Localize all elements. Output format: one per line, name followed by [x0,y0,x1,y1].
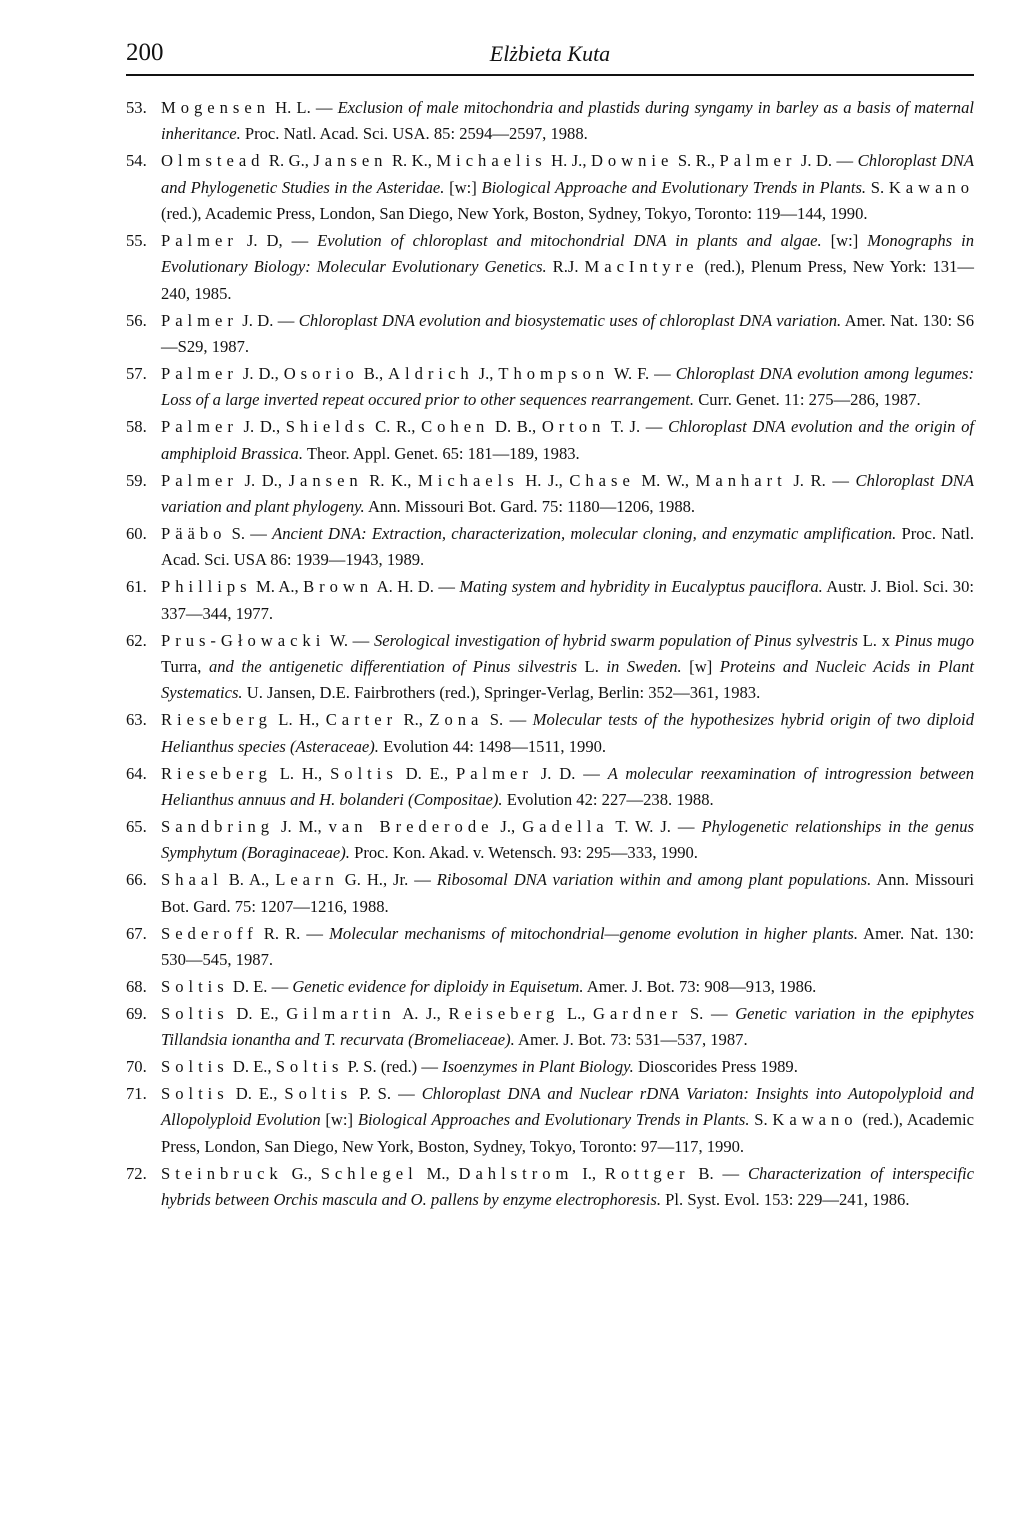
reference-text: P. S. — [352,1084,422,1104]
reference-number: 59. [126,470,147,490]
reference-number: 58. [126,417,147,437]
author-name: Kawano [772,1110,858,1130]
author-name: Aldrich [388,364,474,384]
reference-item [126,308,974,361]
author-name: van Brederode [328,816,494,836]
reference-title: Chloroplast DNA and Nuclear rDNA Variaton: Insights into Autopolyploid and Allopolyploid Evolution [161,1084,974,1130]
reference-text: H. J., [518,470,570,490]
reference-text: W. F. — [609,364,676,384]
reference-number: 65. [126,816,147,836]
reference-number: 68. [126,976,147,996]
author-name: Palmer [161,310,238,330]
author-name: Osorio [283,364,359,384]
reference-text: Proc. Natl. Acad. Sci. USA. 85: 2594—2597, 1988. [240,124,588,144]
reference-item [126,707,974,760]
reference-text: [w] [681,657,720,677]
author-name: Soltis [161,976,229,996]
reference-text: [w:] [444,177,482,197]
reference-text: Evolution 44: 1498—1511, 1990. [378,736,607,756]
reference-list [126,95,974,1214]
reference-title: Isoenzymes in Plant Biology. [442,1057,634,1077]
reference-title: Ancient DNA: Extraction, characterization, molecular cloning, and enzymatic amplification. [272,524,897,543]
reference-item [126,148,974,227]
author-name: Gadella [522,816,609,836]
author-name: Gardner [593,1003,683,1023]
reference-text: B. — [689,1163,748,1183]
reference-text: S. [749,1110,773,1130]
reference-title: Pinus mugo [894,630,974,650]
author-name: Orton [541,417,606,437]
author-name: Pääbo [161,524,227,543]
reference-title: Characterization of interspecific hybrids between Orchis mascula and O. pallens by enzyme electrophoresis. [161,1163,974,1210]
reference-text: J. D., [237,470,289,490]
reference-title: Biological Approache and Evolutionary Trends in Plants. [481,177,867,197]
author-name: Soltis [161,1084,229,1104]
reference-item [126,361,974,414]
reference-number: 53. [126,98,147,117]
reference-title: Mating system and hybridity in Eucalyptus pauciflora. [459,577,823,597]
author-name: Cohen [421,417,490,437]
reference-text: R. K., [362,470,418,490]
reference-text: B. A., [222,870,276,890]
reference-text: (red.), Plenum Press, New York: 131—240, 1985. [161,257,974,303]
author-name: Zona [429,710,484,730]
reference-text: A. J., [395,1003,449,1023]
reference-text: G., [282,1163,321,1183]
reference-title: Serological investigation of hybrid swarm population of Pinus sylvestris [373,630,858,650]
reference-number: 61. [126,577,147,597]
author-name: Soltis [161,1003,229,1023]
reference-item [126,1001,974,1054]
reference-title: A molecular reexamination of introgression between Helianthus annuus and H. bolanderi (Compositae). [161,763,975,810]
reference-title: Chloroplast DNA evolution and biosystematic uses of chloroplast DNA variation. [298,310,842,330]
author-name: Palmer [455,763,533,783]
reference-title: Molecular mechanisms of mitochondrial—genome evolution in higher plants. [329,923,858,943]
reference-item [126,628,974,707]
reference-text: J. D., [237,417,286,437]
reference-text: [w:] [320,1110,358,1130]
reference-text: B., [358,364,389,384]
reference-number: 72. [126,1163,147,1183]
author-name: Phillips [161,577,252,597]
author-name: Soltis [161,1057,229,1077]
author-name: Palmer [161,470,238,490]
reference-text: L. H., [271,763,331,783]
reference-item [126,574,974,627]
reference-item [126,1054,974,1080]
reference-title: Chloroplast DNA evolution and the origin of amphiploid Brassica. [161,417,974,463]
reference-text: J. R. — [786,470,856,490]
author-name: Downie [590,151,674,171]
author-name: Jansen [288,470,363,490]
reference-text: P. S. (red.) — [343,1057,443,1077]
author-name: Kawano [888,177,974,197]
author-name: Shaal [161,870,223,890]
reference-text: R. G., [264,151,314,171]
reference-number: 60. [126,524,147,543]
author-name: MacIntyre [584,257,699,277]
reference-text: U. Jansen, D.E. Fairbrothers (red.), Springer-Verlag, Berlin: 352—361, 1983. [242,683,761,703]
reference-text: C. R., [369,417,422,437]
reference-title: Exclusion of male mitochondria and plastids during syngamy in barley as a basis of maternal inheritance. [161,98,975,144]
reference-number: 67. [126,923,147,943]
reference-number: 55. [126,231,147,251]
author-name: Schlegel [320,1163,418,1183]
author-name: Mogensen [161,98,270,117]
reference-text: S. — [682,1003,736,1023]
reference-text: L. x [857,630,895,650]
reference-text: A. H. D. — [373,577,460,597]
reference-text: J. D. — [796,151,858,171]
reference-text: (red.), Academic Press, London, San Diego, New York, Boston, Sydney, Tokyo, Toronto: 119—144, 1990. [161,204,868,224]
author-name: Carter [325,710,398,730]
reference-title: in Sweden. [606,657,682,677]
author-name: Shields [285,417,370,437]
reference-text: D. E., [228,1057,276,1077]
reference-text: Theor. Appl. Genet. 65: 181—189, 1983. [302,443,580,463]
author-name: Rieseberg [161,763,272,783]
reference-title: Chloroplast DNA and Phylogenetic Studies in the Asteridae. [161,151,974,197]
author-name: Sandbring [161,816,275,836]
reference-text: S. — [226,524,273,543]
author-name: Prus-Głowacki [161,630,326,650]
reference-item [126,867,974,920]
reference-text: Ann. Missouri Bot. Gard. 75: 1207—1216, 1988. [161,870,975,916]
reference-text: T. J. — [605,417,669,437]
author-name: Thompson [498,364,610,384]
reference-text: J., [473,364,499,384]
author-name: Palmer [161,417,238,437]
reference-text: J. D. — [532,763,608,783]
reference-text: H. L. — [269,98,338,117]
reference-text: Amer. J. Bot. 73: 531—537, 1987. [514,1030,748,1050]
reference-text: S. R., [673,151,720,171]
reference-text: D. E., [228,1084,285,1104]
author-name: Brown [303,577,374,597]
reference-title: Proteins and Nucleic Acids in Plant Systematics. [161,657,974,703]
reference-number: 54. [126,151,147,171]
reference-number: 70. [126,1057,147,1077]
reference-number: 57. [126,364,147,384]
reference-number: 56. [126,310,147,330]
reference-text: R.J. [546,257,585,277]
reference-title: Genetic variation in the epiphytes Tillandsia ionantha and T. recurvata (Bromeliaceae). [161,1003,975,1050]
reference-text: M. A., [251,577,304,597]
reference-item [126,1161,974,1214]
author-name: Reiseberg [448,1003,560,1023]
author-name: Learn [275,870,339,890]
reference-text: L., [559,1003,594,1023]
reference-text: G. H., Jr. — [338,870,437,890]
reference-number: 62. [126,630,147,650]
reference-text: J., [493,816,523,836]
author-name: Michaelis [436,151,547,171]
reference-item [126,228,974,307]
reference-title: Chloroplast DNA evolution among legumes: Loss of a large inverted repeat occured prior to other sequences rearrangement. [161,364,974,410]
author-name: Soltis [275,1057,344,1077]
reference-text: M. W., [634,470,696,490]
reference-item [126,521,974,574]
reference-number: 71. [126,1084,147,1104]
reference-title: Genetic evidence for diploidy in Equisetum. [292,976,584,996]
reference-text: Curr. Genet. 11: 275—286, 1987. [694,390,921,410]
reference-title: Phylogenetic relationships in the genus Symphytum (Boraginaceae). [161,816,975,863]
reference-text: Pl. Syst. Evol. 153: 229—241, 1986. [661,1190,910,1210]
reference-text: Proc. Kon. Akad. v. Wetensch. 93: 295—333, 1990. [349,843,698,863]
author-name: Manhart [695,470,787,490]
reference-item [126,921,974,974]
author-name: Soltis [284,1084,353,1104]
reference-text: D. E., [397,763,456,783]
reference-text: D. B., [489,417,542,437]
reference-item [126,468,974,521]
reference-text: S. — [483,710,533,730]
author-name: Palmer [719,151,797,171]
author-name: Michaels [418,470,519,490]
reference-title: and the antigenetic differentiation of Pinus silvestris [208,657,578,677]
reference-text: M., [417,1163,459,1183]
reference-text: L. [577,657,607,677]
reference-item [126,814,974,867]
reference-text: J. M., [274,816,329,836]
reference-text: W. — [325,630,374,650]
reference-text: Dioscorides Press 1989. [633,1057,798,1077]
reference-text: I., [573,1163,605,1183]
reference-text: Turra, [161,657,209,677]
reference-number: 63. [126,710,147,730]
reference-text: D. E. — [228,976,293,996]
author-name: Steinbruck [161,1163,283,1183]
reference-text: [w:] [821,231,868,251]
reference-text: Amer. J. Bot. 73: 908—913, 1986. [583,976,817,996]
reference-number: 69. [126,1003,147,1023]
reference-title: Monographs in Evolutionary Biology: Molecular Evolutionary Genetics. [161,231,974,277]
reference-item [126,414,974,467]
reference-text: Amer. Nat. 130: S6—S29, 1987. [161,310,974,357]
running-head-author: Elżbieta Kuta [489,41,611,66]
reference-text: J. D., [237,364,284,384]
reference-item [126,95,974,148]
author-name: Dahlstrom [458,1163,574,1183]
reference-text: R. K., [387,151,437,171]
reference-text: L. H., [271,710,326,730]
reference-text: H. J., [546,151,591,171]
reference-text: Amer. Nat. 130: 530—545, 1987. [161,923,974,969]
reference-number: 64. [126,763,147,783]
author-name: Gilmartin [286,1003,396,1023]
reference-text: R. R. — [257,923,330,943]
author-name: Rottger [604,1163,690,1183]
author-name: Soltis [330,763,398,783]
reference-text: J. D. — [237,310,299,330]
reference-text: D. E., [228,1003,287,1023]
reference-text: S. [866,177,889,197]
author-name: Chase [569,470,635,490]
author-name: Rieseberg [161,710,272,730]
reference-text: J. D, — [237,231,318,251]
reference-text: R., [397,710,430,730]
page-header [126,38,974,76]
reference-text: Proc. Natl. Acad. Sci. USA 86: 1939—1943, 1989. [161,524,974,570]
reference-item [126,761,974,814]
reference-title: Evolution of chloroplast and mitochondrial DNA in plants and algae. [317,231,822,251]
author-name: Olmstead [161,151,265,171]
author-name: Palmer [161,231,238,251]
reference-text: (red.), Academic Press, London, San Diego, New York, Boston, Sydney, Tokyo, Toronto: 97—117, 1990. [161,1110,974,1156]
reference-text: Austr. J. Biol. Sci. 30: 337—344, 1977. [161,577,974,623]
reference-item [126,974,974,1000]
reference-text: T. W. J. — [608,816,702,836]
author-name: Jansen [313,151,388,171]
author-name: Palmer [161,364,238,384]
reference-item [126,1081,974,1160]
reference-title: Biological Approaches and Evolutionary Trends in Plants. [357,1110,750,1130]
page-number: 200 [126,39,164,66]
reference-title: Molecular tests of the hypothesizes hybrid origin of two diploid Helianthus species (Asteraceae). [161,710,974,756]
reference-title: Ribosomal DNA variation within and among plant populations. [436,870,872,890]
reference-number: 66. [126,870,147,890]
reference-text: Evolution 42: 227—238. 1988. [502,790,714,810]
reference-title: Chloroplast DNA variation and plant phylogeny. [161,470,974,517]
reference-text: Ann. Missouri Bot. Gard. 75: 1180—1206, 1988. [364,497,696,517]
author-name: Sederoff [161,923,258,943]
